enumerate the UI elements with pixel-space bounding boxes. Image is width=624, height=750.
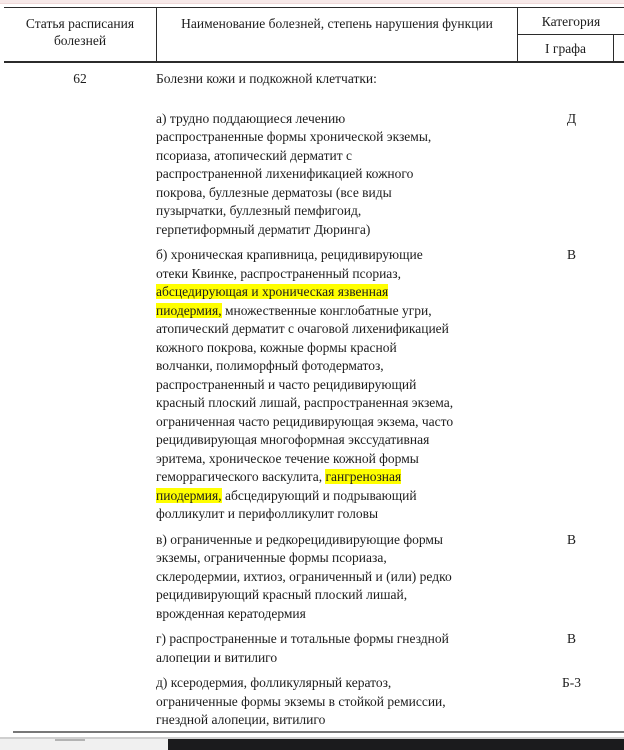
highlighted-text: абсцедирующая и хроническая язвенная: [156, 284, 389, 299]
disease-item-text: [156, 110, 519, 240]
text-segment: отеки Квинке, распространенный псориаз,: [156, 265, 401, 281]
text-line: [156, 505, 519, 524]
category-value: В: [567, 531, 577, 547]
bottom-strip-light: [0, 739, 168, 750]
disease-item: [156, 674, 624, 730]
text-line: [156, 357, 519, 376]
text-segment: склеродермии, ихтиоз, ограниченный и (или) редко: [156, 568, 452, 584]
header-category-column: Категория: [518, 8, 624, 35]
text-segment: атопический дерматит с очаговой лихенификацией: [156, 321, 449, 336]
text-segment: распространенной лихенификацией кожного: [156, 166, 414, 181]
bottom-strip-dark: [168, 739, 624, 750]
text-segment: герпетиформный дерматит Дюринга): [156, 221, 371, 237]
text-line: [156, 531, 519, 550]
text-segment: врожденная кератодермия: [156, 605, 306, 621]
text-segment: рецидивирующий красный плоский лишай,: [156, 587, 408, 602]
text-segment: геморрагического васкулита,: [156, 469, 326, 484]
text-segment: фолликулит и перифолликулит головы: [156, 506, 379, 521]
text-segment: псориаза, атопический дерматит с: [156, 147, 352, 163]
text-line: [156, 413, 519, 432]
text-line: [156, 184, 519, 203]
text-segment: пузырчатки, буллезный пемфигоид,: [156, 203, 362, 218]
intro-paragraph: Болезни кожи и подкожной клетчатки:: [156, 71, 377, 86]
text-segment: ограниченная часто рецидивирующая экзема, часто: [156, 413, 454, 429]
category-value: В: [567, 247, 577, 262]
row-content: [156, 70, 624, 730]
text-line: [156, 605, 519, 624]
text-line: [156, 674, 519, 693]
text-line: [156, 283, 519, 302]
text-segment: г) распространенные и тотальные формы гнездной: [156, 631, 449, 646]
text-segment: ограниченные формы экземы в стойкой ремиссии,: [156, 693, 446, 709]
text-line: [156, 246, 519, 265]
header-disease-column: Наименование болезней, степень нарушения функции: [157, 8, 518, 61]
text-line: [156, 487, 519, 506]
disease-item: [156, 246, 624, 524]
text-line: [156, 376, 519, 395]
text-line: [156, 265, 519, 284]
disease-item-text: [156, 246, 519, 524]
header-category-group: [518, 8, 624, 61]
disease-item: [156, 110, 624, 240]
text-segment: экземы, ограниченные формы псориаза,: [156, 550, 387, 565]
disease-item: [156, 531, 624, 624]
text-segment: множественные конглобатные угри,: [221, 302, 432, 318]
bottom-strip-notch: [55, 739, 85, 741]
text-segment: распространенный и часто рецидивирующий: [156, 376, 417, 392]
disease-item: [156, 630, 624, 667]
header-article-column: Статья расписания болезней: [4, 8, 157, 61]
text-segment: эритема, хроническое течение кожной формы: [156, 450, 419, 466]
highlighted-text: гангренозная: [325, 469, 402, 484]
disease-item-text: [156, 674, 519, 730]
text-line: [156, 630, 519, 649]
text-line: [156, 394, 519, 413]
bottom-strip-body: [0, 739, 624, 750]
header-category-subrow: [518, 35, 624, 61]
text-segment: рецидивирующая многоформная экссудативная: [156, 432, 430, 447]
highlighted-text: пиодермия,: [156, 487, 222, 503]
category-value: Б-3: [562, 675, 581, 690]
article-number: 62: [73, 71, 87, 86]
text-segment: волчанки, полиморфный фотодерматоз,: [156, 358, 384, 373]
highlighted-text: пиодермия,: [156, 302, 222, 318]
text-line: [156, 431, 519, 450]
header-grafa2-sliver: [614, 35, 624, 61]
text-segment: д) ксеродермия, фолликулярный кератоз,: [156, 675, 392, 690]
text-line: [156, 110, 519, 129]
text-line: [156, 128, 519, 147]
disease-items: [156, 110, 624, 730]
table-body-row: [4, 63, 624, 730]
text-segment: а) трудно поддающиеся лечению: [156, 110, 346, 126]
text-line: [156, 320, 519, 339]
text-line: [156, 221, 519, 240]
text-segment: кожного покрова, кожные формы красной: [156, 339, 397, 355]
text-segment: распространенные формы хронической экземы,: [156, 129, 432, 144]
table-bottom-border: [13, 731, 624, 733]
diseases-table: [4, 7, 624, 730]
bottom-window-edge: [0, 737, 624, 750]
category-value: В: [567, 631, 577, 646]
category-value: Д: [566, 110, 577, 126]
text-segment: в) ограниченные и редкорецидивирующие формы: [156, 531, 443, 547]
text-line: [156, 147, 519, 166]
text-line: [156, 339, 519, 358]
text-segment: алопеции и витилиго: [156, 649, 278, 665]
text-line: [156, 649, 519, 668]
text-line: [156, 202, 519, 221]
text-line: [156, 549, 519, 568]
text-line: [156, 468, 519, 487]
disease-item-text: [156, 630, 519, 667]
text-line: [156, 302, 519, 321]
text-segment: гнездной алопеции, витилиго: [156, 712, 326, 727]
text-segment: красный плоский лишай, распространенная экзема,: [156, 395, 454, 410]
text-line: [156, 450, 519, 469]
text-line: [156, 693, 519, 712]
text-segment: абсцедирующий и подрывающий: [221, 487, 417, 503]
text-line: [156, 568, 519, 587]
text-line: [156, 711, 519, 730]
header-grafa1-column: I графа: [518, 35, 614, 61]
text-segment: покрова, буллезные дерматозы (все виды: [156, 184, 392, 200]
text-line: [156, 586, 519, 605]
disease-item-text: [156, 531, 519, 624]
table-header-row: [4, 7, 624, 63]
text-line: [156, 165, 519, 184]
text-segment: б) хроническая крапивница, рецидивирующие: [156, 247, 423, 262]
top-pink-strip: [0, 0, 624, 4]
